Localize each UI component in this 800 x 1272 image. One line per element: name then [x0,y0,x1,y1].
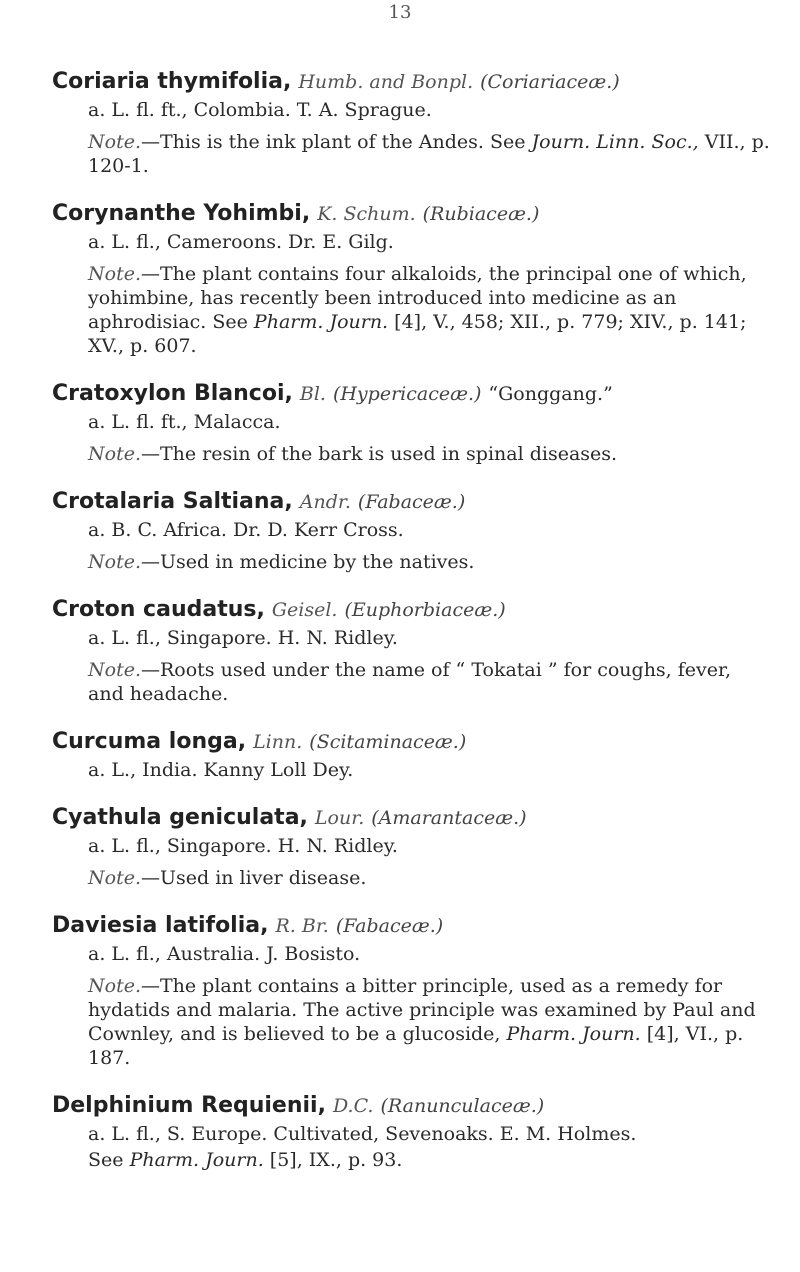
species-name: Delphinium Requienii, [52,1093,326,1118]
species-family: (Scitaminaceæ.) [309,731,467,753]
entry-delphinium [52,1092,772,1172]
see-label: See [88,1149,124,1171]
see-reference-line [88,1148,772,1172]
note-text: —Roots used under the name of “ Tokatai ” for coughs, fever, and headache. [88,659,732,705]
specimen-line: a. L. fl., Singapore. H. N. Ridley. [88,627,398,649]
species-family: (Fabaceæ.) [335,915,444,937]
page-number: 13 [388,2,412,23]
note [88,550,772,574]
entry-heading [52,200,772,228]
species-author: K. Schum. [317,203,416,225]
species-family: (Coriariaceæ.) [480,71,620,93]
note-reference: Pharm. Journ. [253,311,389,333]
species-name: Corynanthe Yohimbi, [52,201,311,226]
species-author: D.C. [332,1095,374,1117]
species-author: Humb. and Bonpl. [298,71,474,93]
entry-heading [52,380,772,408]
species-family: (Hypericaceæ.) [332,383,482,405]
species-author: R. Br. [275,915,329,937]
entry-heading [52,1092,772,1120]
species-name: Cyathula geniculata, [52,805,308,830]
entry-heading [52,912,772,940]
note [88,658,772,706]
note-label: Note. [88,867,141,889]
note-label: Note. [88,263,141,285]
entry-croton [52,596,772,706]
entry-heading [52,728,772,756]
species-author: Lour. [314,807,365,829]
species-family: (Ranunculaceæ.) [380,1095,545,1117]
species-author: Andr. [299,491,351,513]
species-name: Crotalaria Saltiana, [52,489,293,514]
entry-corynanthe [52,200,772,358]
note-label: Note. [88,659,141,681]
note-label: Note. [88,551,141,573]
entry-heading [52,804,772,832]
note [88,262,772,358]
species-author: Geisel. [271,599,338,621]
note-reference: Pharm. Journ. [506,1023,641,1045]
note [88,974,772,1070]
specimen-line: a. L., India. Kanny Loll Dey. [88,759,354,781]
note-text: —The plant contains four alkaloids, the principal one of which, yohimbine, has recently been introduced into medicine as an aphrodisiac. See [88,263,747,333]
note-text: —The resin of the bark is used in spinal diseases. [140,443,618,465]
specimen-line: a. L. fl., Singapore. H. N. Ridley. [88,835,398,857]
species-name: Croton caudatus, [52,597,265,622]
specimen-line: a. L. fl., Cameroons. Dr. E. Gilg. [88,231,394,253]
note-tail: [4], V., 458; XII., p. 779; XIV., p. 141; XV., p. 607. [88,311,747,357]
note-reference: Journ. Linn. Soc., [531,131,699,153]
entry-heading [52,596,772,624]
species-family: (Euphorbiaceæ.) [344,599,506,621]
species-family: (Fabaceæ.) [357,491,466,513]
species-author: Bl. [299,383,326,405]
species-family: (Amarantaceæ.) [371,807,527,829]
entry-crotalaria [52,488,772,574]
note-tail: [4], VI., p. 187. [88,1023,744,1069]
entry-daviesia [52,912,772,1070]
species-name: Coriaria thymifolia, [52,69,292,94]
see-tail: [5], IX., p. 93. [269,1149,403,1171]
specimen-line: a. L. fl., S. Europe. Cultivated, Sevenoaks. E. M. Holmes. [88,1123,637,1145]
entry-list [52,68,772,1194]
note-tail: VII., p. 120-1. [88,131,770,177]
entry-cratoxylon [52,380,772,466]
species-family: (Rubiaceæ.) [422,203,540,225]
note-label: Note. [88,443,141,465]
note [88,442,772,466]
entry-cyathula [52,804,772,890]
specimen-line: a. L. fl., Australia. J. Bosisto. [88,943,361,965]
entry-curcuma [52,728,772,782]
specimen-line: a. L. fl. ft., Colombia. T. A. Sprague. [88,99,432,121]
species-name: Curcuma longa, [52,729,247,754]
entry-heading [52,68,772,96]
specimen-line: a. L. fl. ft., Malacca. [88,411,281,433]
specimen-line: a. B. C. Africa. Dr. D. Kerr Cross. [88,519,404,541]
note-text: —Used in medicine by the natives. [140,551,475,573]
entry-coriaria [52,68,772,178]
species-name: Cratoxylon Blancoi, [52,381,293,406]
species-name: Daviesia latifolia, [52,913,269,938]
note-text: —Used in liver disease. [140,867,367,889]
note [88,866,772,890]
entry-heading [52,488,772,516]
note-text: —This is the ink plant of the Andes. See [140,131,526,153]
note-label: Note. [88,131,141,153]
note [88,130,772,178]
common-name: “Gonggang.” [488,383,613,405]
note-label: Note. [88,975,141,997]
note-text: —The plant contains a bitter principle, used as a remedy for hydatids and malaria. The active principle was examined by Paul and Cownley, and is believed to be a glucoside, [88,975,756,1045]
species-author: Linn. [253,731,303,753]
see-reference: Pharm. Journ. [129,1149,264,1171]
